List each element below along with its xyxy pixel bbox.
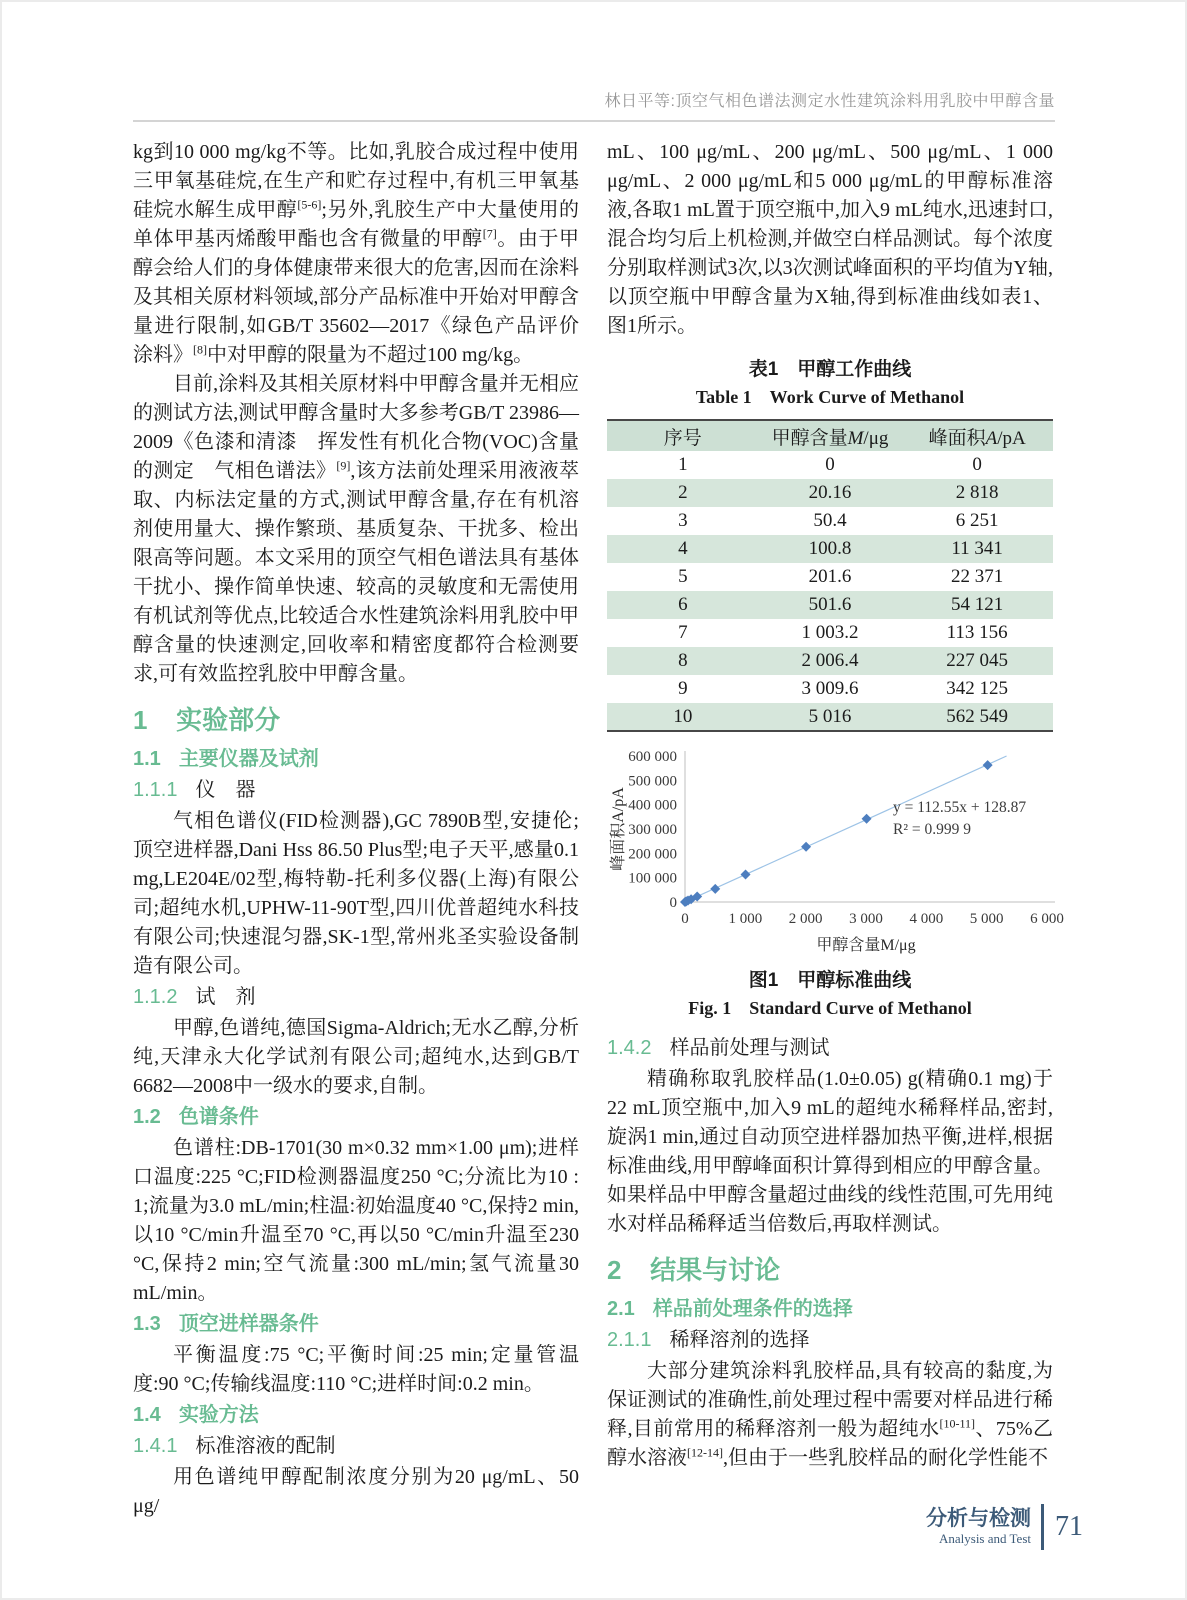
section-number: 2 [607, 1255, 622, 1285]
x-tick-label: 3 000 [849, 911, 883, 927]
table-row [607, 647, 1053, 675]
table-cell: 2 818 [901, 479, 1053, 507]
section-1-4-2-heading [607, 1034, 1053, 1063]
figure-1-caption-en: Fig. 1 Standard Curve of Methanol [688, 998, 972, 1018]
section-number: 2.1.1 [607, 1329, 652, 1351]
table-row [607, 479, 1053, 507]
table-cell: 562 549 [901, 703, 1053, 731]
data-point-marker [710, 884, 720, 894]
section-title: 标准溶液的配制 [195, 1435, 336, 1457]
regression-equation: y = 112.55x + 128.87 [893, 799, 1027, 816]
data-point-marker [983, 760, 993, 770]
x-tick-label: 5 000 [969, 911, 1004, 927]
table-cell: 20.16 [759, 479, 902, 507]
section-2-heading [607, 1252, 1053, 1288]
section-1-2-heading [133, 1103, 579, 1132]
right-column [607, 138, 1064, 1473]
section-title: 样品前处理与测试 [669, 1037, 830, 1059]
section-number: 1.1.2 [133, 986, 178, 1008]
paragraph-standard-solution: 用色谱纯甲醇配制浓度分别为20 μg/mL、50 μg/ [133, 1466, 579, 1517]
table-cell: 6 [607, 591, 759, 619]
section-number: 1.1.1 [133, 779, 178, 801]
table-row [607, 535, 1053, 563]
table-cell: 100.8 [759, 535, 902, 563]
table-row [607, 675, 1053, 703]
r-squared: R² = 0.999 9 [893, 821, 971, 838]
table-1-title-en: Table 1 Work Curve of Methanol [695, 387, 965, 407]
paragraph-intro-continued: kg到10 000 mg/kg不等。比如,乳胶合成过程中使用三甲氧基硅烷,在生产和贮存过程中,有机三甲氧基硅烷水解生成甲醇[5-6];另外,乳胶生产中大量使用的单体甲基丙烯酸甲酯也含有微量的甲醇[7]。由于甲醇会给人们的身体健康带来很大的危害,因而在涂料及其相关原材料领域,部分产品标准中开始对甲醇含量进行限制,如GB/T 35602—2017《绿色产品评价 涂料》[8]中对甲醇的限量为不超过100 mg/kg。 [133, 141, 599, 366]
table-cell: 0 [972, 454, 982, 475]
x-tick-label: 2 000 [788, 911, 823, 927]
data-point-marker [862, 814, 872, 824]
section-title: 主要仪器及试剂 [178, 748, 319, 770]
table-cell: 0 [825, 454, 835, 475]
section-title: 仪 器 [195, 779, 256, 801]
x-tick-label: 0 [681, 911, 689, 927]
y-tick-label: 100 000 [628, 870, 677, 887]
table-cell: 10 [607, 703, 759, 731]
column-header-peak-area: 峰面积A/pA [901, 420, 1053, 451]
footer-divider [1041, 1504, 1044, 1550]
table-cell: 7 [678, 622, 688, 643]
paragraph-reagents: 甲醇,色谱纯,德国Sigma-Aldrich;无水乙醇,分析纯,天津永大化学试剂有限公司;超纯水,达到GB/T 6682—2008中一级水的要求,自制。 [133, 1017, 579, 1097]
table-cell: 22 371 [951, 566, 1004, 587]
section-number: 1.3 [133, 1313, 161, 1335]
section-title: 试 剂 [195, 986, 256, 1008]
paragraph-headspace-conditions: 平衡温度:75 °C;平衡时间:25 min;定量管温度:90 °C;传输线温度:110 °C;进样时间:0.2 min。 [133, 1344, 579, 1395]
column-header-methanol-content: 甲醇含量M/μg [759, 420, 902, 451]
paragraph-sample-preparation: 精确称取乳胶样品(1.0±0.05) g(精确0.1 mg)于22 mL顶空瓶中,加入9 mL的超纯水稀释样品,密封,旋涡1 min,通过自动顶空进样器加热平衡,进样,根据标准曲线,用甲醇峰面积计算得到相应的甲醇含量。如果样品中甲醇含量超过曲线的线性范围,可先用纯水对样品稀释适当倍数后,再取样测试。 [607, 1068, 1053, 1235]
table-cell: 113 156 [946, 622, 1008, 643]
table-cell: 1 003.2 [801, 622, 859, 643]
section-number: 1.4 [133, 1404, 161, 1426]
section-number: 1.4.2 [607, 1037, 652, 1059]
journal-name-block [926, 1507, 1031, 1547]
x-tick-label: 6 000 [1030, 911, 1064, 927]
y-tick-label: 300 000 [628, 822, 677, 838]
table-cell: 3 [678, 510, 688, 531]
table-row [607, 563, 1053, 591]
table-cell: 1 [678, 454, 688, 475]
section-title: 结果与讨论 [650, 1255, 781, 1285]
header-rule [133, 120, 1055, 122]
section-number: 1.2 [133, 1106, 161, 1128]
figure-1-caption-zh: 图1 甲醇标准曲线 [748, 970, 912, 991]
table-cell: 5 [678, 566, 688, 587]
left-column [133, 138, 599, 1521]
paragraph-instruments: 气相色谱仪(FID检测器),GC 7890B型,安捷伦;顶空进样器,Dani Hss 86.50 Plus型;电子天平,感量0.1 mg,LE204E/02型,梅特勒-托利多仪器(上海)有限公司;超纯水机,UPHW-11-90T型,四川优普超纯水科技有限公司;快速混匀器,SK-1型,常州兆圣实验设备制造有限公司。 [133, 810, 579, 977]
x-axis-title: 甲醇含量M/μg [816, 937, 916, 954]
table-cell: 54 121 [901, 591, 1053, 619]
two-column-body [133, 138, 1064, 1521]
page-number: 71 [1055, 1511, 1083, 1542]
paragraph-gc-conditions: 色谱柱:DB-1701(30 m×0.32 mm×1.00 μm);进样口温度:225 °C;FID检测器温度250 °C;分流比为10 : 1;流量为3.0 mL/min;柱温:初始温度40 °C,保持2 min,以10 °C/min升温至70 °C,再以50 °C/min升温至230 °C,保持2 min;空气流量:300 mL/min;氢气流量30 mL/min。 [133, 1137, 579, 1304]
table-cell: 201.6 [808, 566, 852, 587]
table-cell: 9 [678, 678, 688, 699]
table-cell: 2 [607, 479, 759, 507]
figure-1 [607, 744, 1064, 958]
section-number: 1.1 [133, 748, 161, 770]
y-tick-label: 500 000 [628, 773, 677, 790]
section-title: 色谱条件 [178, 1106, 259, 1128]
y-tick-label: 0 [669, 895, 677, 911]
y-tick-label: 200 000 [628, 846, 677, 863]
paragraph-current-methods: 目前,涂料及其相关原材料中甲醇含量并无相应的测试方法,测试甲醇含量时大多参考GB/T 23986—2009《色漆和清漆 挥发性有机化合物(VOC)含量的测定 气相色谱法》[9],该方法前处理采用液液萃取、内标法定量的方式,测试甲醇含量,存在有机溶剂使用量大、操作繁琐、基质复杂、干扰多、检出限高等问题。本文采用的顶空气相色谱法具有基体干扰小、操作简单快速、较高的灵敏度和无需使用有机试剂等优点,比较适合水性建筑涂料用乳胶中甲醇含量的快速测定,回收率和精密度都符合检测要求,可有效监控乳胶中甲醇含量。 [133, 373, 580, 685]
section-1-1-heading [133, 745, 579, 774]
section-number: 2.1 [607, 1298, 635, 1320]
section-1-1-2-heading [133, 983, 579, 1012]
y-axis-title: 峰面积A/pA [610, 787, 627, 871]
table-cell: 8 [607, 647, 759, 675]
table-header-row [607, 420, 1053, 451]
table-cell: 501.6 [759, 591, 902, 619]
paragraph-diluent-selection: 大部分建筑涂料乳胶样品,具有较高的黏度,为保证测试的准确性,前处理过程中需要对样品进行稀释,目前常用的稀释溶剂一般为超纯水[10-11]、75%乙醇水溶液[12-14],但由于一些乳胶样品的耐化学性能不 [607, 1360, 1053, 1469]
standard-curve-chart [607, 744, 1064, 958]
section-1-heading [133, 702, 579, 738]
section-title: 实验方法 [178, 1404, 259, 1426]
column-header-index: 序号 [607, 420, 759, 451]
methanol-work-curve-table [607, 419, 1053, 732]
x-tick-label: 4 000 [909, 911, 944, 927]
table-row [607, 619, 1053, 647]
section-1-3-heading [133, 1310, 579, 1339]
journal-name-zh: 分析与检测 [926, 1507, 1031, 1530]
y-tick-label: 400 000 [628, 797, 677, 814]
section-1-4-1-heading [133, 1432, 579, 1461]
section-1-1-1-heading [133, 776, 579, 805]
paragraph-standard-solution-continued: mL、100 μg/mL、200 μg/mL、500 μg/mL、1 000 μg/mL、2 000 μg/mL和5 000 μg/mL的甲醇标准溶液,各取1 mL置于顶空瓶中,加入9 mL纯水,迅速封口,混合均匀后上机检测,并做空白样品测试。每个浓度分别取样测试3次,以3次测试峰面积的平均值为Y轴,以顶空瓶中甲醇含量为X轴,得到标准曲线如表1、图1所示。 [607, 141, 1053, 337]
table-row [607, 507, 1053, 535]
table-1-title-zh: 表1 甲醇工作曲线 [748, 359, 912, 380]
section-2-1-1-heading [607, 1326, 1053, 1355]
table-row [607, 451, 1053, 479]
table-row [607, 591, 1053, 619]
section-title: 稀释溶剂的选择 [669, 1329, 810, 1351]
table-cell: 3 009.6 [801, 678, 859, 699]
data-point-marker [801, 842, 811, 852]
table-row [607, 703, 1053, 731]
page-footer [926, 1504, 1083, 1550]
running-title: 林日平等:顶空气相色谱法测定水性建筑涂料用乳胶中甲醇含量 [604, 93, 1055, 110]
data-point-marker [741, 869, 751, 879]
table-cell: 2 006.4 [759, 647, 902, 675]
section-2-1-heading [607, 1295, 1053, 1324]
table-cell: 50.4 [813, 510, 847, 531]
section-1-4-heading [133, 1401, 579, 1430]
section-number: 1.4.1 [133, 1435, 178, 1457]
table-cell: 342 125 [946, 678, 1009, 699]
y-tick-label: 600 000 [628, 749, 677, 765]
journal-name-en: Analysis and Test [938, 1531, 1031, 1546]
table-cell: 11 341 [901, 535, 1053, 563]
section-number: 1 [133, 705, 148, 735]
x-tick-label: 1 000 [728, 911, 763, 927]
section-title: 实验部分 [176, 705, 281, 735]
section-title: 顶空进样器条件 [178, 1313, 319, 1335]
table-cell: 227 045 [901, 647, 1053, 675]
table-cell: 4 [607, 535, 759, 563]
table-cell: 5 016 [759, 703, 902, 731]
section-title: 样品前处理条件的选择 [652, 1298, 853, 1320]
table-cell: 6 251 [955, 510, 999, 531]
